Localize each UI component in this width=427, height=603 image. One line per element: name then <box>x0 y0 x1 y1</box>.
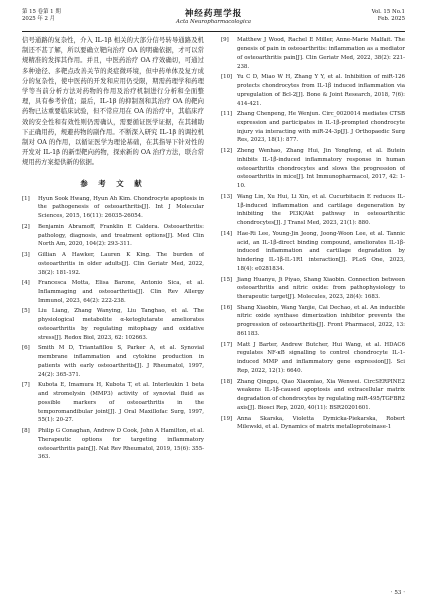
reference-text: Hae-Ri Lee, Young-Jin Jeong, Joong-Woon Lee, et al. Tannic acid, an IL-1β-direct binding compound, ameliorates IL-1β-induced inflammation and cartilage degradation by hindering IL-1β-IL-1R1 interaction[J]. PLoS One, 2023, 18(4): e0281834. <box>237 230 405 273</box>
reference-item <box>221 193 405 228</box>
page-header <box>22 9 405 32</box>
date-cn: 2025 年 2 月 <box>22 16 56 23</box>
reference-text: Zhang Qingpu, Qiao Xiaomiao, Xia Wenwei. CircSERPINE2 weakens IL-1β-caused apoptosis and extracellular matrix degradation of chondrocytes by regulating miR-495/TGFBR2 axis[J]. Biosci Rep, 2020, 40(11): BSR20201601. <box>237 378 405 412</box>
reference-text: Francesca Motta, Elisa Barone, Antonio Sica, et al. Inflammaging and osteoarthritis[J]. Clin Rev Allergy Immunol, 2023, 64(2): 222-238. <box>38 280 204 304</box>
reference-text: Kubota E, Imamura H, Kubota T, et al. Interleukin 1 beta and stromelysin (MMP3) activity of synovial fluid as possible markers of osteoarthritis in the temporomandibular joint[J]. J Oral Maxillofac Surg, 1997, 55(1): 20-27. <box>38 382 204 424</box>
reference-item <box>22 381 204 425</box>
reference-item <box>22 223 204 250</box>
reference-text: Gillian A Hawker, Lauren K King. The burden of osteoarthritis in older adults[J]. Clin Geriatr Med, 2022, 38(2): 181-192. <box>38 251 204 276</box>
reference-number: [7] <box>22 382 30 389</box>
reference-item <box>221 230 405 274</box>
reference-number: [3] <box>22 251 30 258</box>
reference-text: Anna Skarska, Violetta Dymicka-Piekarska, Robert Milewski, et al. Dynamics of matrix metalloproteinase-1 <box>237 415 405 431</box>
reference-number: [11] <box>221 110 233 117</box>
reference-text: Philip G Conaghan, Andrew D Cook, John A Hamilton, et al. Therapeutic options for targeting inflammatory osteoarthritis pain[J]. Nat Rev Rheumatol, 2019, 15(6): 355-363. <box>38 427 204 461</box>
header-center <box>22 9 405 27</box>
date-en: Feb. 2025 <box>377 16 405 23</box>
reference-number: [9] <box>221 37 229 43</box>
reference-text: Yu C D, Miao W H, Zhang Y Y, et al. Inhibition of miR-126 protects chondrocytes from IL-1β induced inflammation via upregulation of Bcl-2[J]. Bone & Joint Research, 2018, 7(6): 414-421. <box>237 73 405 107</box>
reference-number: [18] <box>221 378 233 385</box>
reference-text: Wang Lin, Xu Hui, Li Xin, et al. Cucurbitacin E reduces IL-1β-induced inflammation and cartilage degeneration by inhibiting the PI3K/Akt pathway in osteoarthritic chondrocytes[J]. J Transl Med, 2023, 21(1): 880. <box>237 193 405 227</box>
reference-item <box>221 341 405 376</box>
reference-item <box>22 307 204 342</box>
reference-number: [19] <box>221 415 233 422</box>
page-number: · 53 · <box>390 590 405 596</box>
reference-number: [17] <box>221 341 233 348</box>
reference-text: Zheng Wenhao, Zhang Hui, Jin Yongfeng, et al. Butein inhibits IL-1β-induced inflammatory response in human osteoarthritis chondrocytes and slows the progression of osteoarthritis in mice[J]. Int Immunopharmacol, 2017, 42: 1-10. <box>237 147 405 190</box>
reference-item <box>221 415 405 433</box>
journal-title-cn: 神经药理学报 <box>184 9 243 19</box>
reference-number: [8] <box>22 427 30 434</box>
reference-item <box>221 36 405 71</box>
reference-text: Matt J Barter, Andrew Butcher, Hui Wang, et al. HDAC6 regulates NF-κB signalling to control chondrocyte IL-1-induced MMP and inflammatory gene expression[J]. Sci Rep, 2022, 12(1): 6640. <box>237 341 405 375</box>
reference-item <box>22 251 204 278</box>
reference-text: Shang Xiaobin, Wang Yanjie, Cai Dechao, et al. An inducible nitric oxide synthase dimerization inhibitor prevents the progression of osteoarthritis[J]. Front Pharmacol, 2022, 13: 861183. <box>237 304 405 338</box>
header-right <box>372 9 405 23</box>
right-column <box>221 36 405 584</box>
reference-item <box>221 73 405 108</box>
volume-cn: 第 15 卷第 1 期 <box>22 9 61 15</box>
left-column <box>22 36 204 584</box>
reference-item <box>221 147 405 191</box>
body-paragraph: 信号通路的复杂性，介入 IL-1β 相关的大部分信号转导通路及机制还不甚了解，所以要确立靶向治疗 OA 的明确依据，才可以常规精准的发挥其作用。并且，中医药治疗 OA 疗效确切，可通过多种途径、多靶点改善关节的炎症微环境，但中药单体及复方成分的复杂性，使中医药的开发和应用仍受限，期需药理学和药理学等当前分析方法对药物的作用及治疗机制进行分析和全面整理，具有参考价值；最后，IL-1β 的抑制剂和其治疗 OA 的靶向药物已达重要临床试验，但不常应用在 OA 的治疗中，其临床疗效的安全性和有效性则仍需确认，需要循证医学证据，在其辅助下正确用药，规避药物的副作用。不断深入研究 IL-1β 的调控机制对 OA 的作用，以循证医学为理论基础，在其指导下针对性的开发对 IL-1β 的新型靶向药物，探索新的 OA 治疗方法，联合常规用药方案提供新的依据。 <box>22 37 204 167</box>
references-heading: 参 考 文 献 <box>80 178 146 188</box>
reference-list-left <box>22 195 204 463</box>
reference-text: Smith M D, Triantafillou S, Parker A, et al. Synovial membrane inflammation and cytokine production in patients with early osteoarthritis[J]. J Rheumatol, 1997, 24(2): 365-371. <box>38 345 204 378</box>
reference-item <box>221 110 405 145</box>
reference-number: [14] <box>221 230 233 237</box>
reference-text: Zhang Chenpeng, He Wenjun. Circ_0020014 mediates CTSB expression and participates in IL-1β-prompted chondrocyte injury via interacting with miR-24-3p[J]. J Orthopaedic Surg Res, 2023, 18(1): 877. <box>237 110 405 144</box>
reference-number: [15] <box>221 276 233 283</box>
reference-number: [6] <box>22 345 30 352</box>
journal-title-en: Acta Neuropharmacologica <box>176 19 251 25</box>
reference-list-right <box>221 36 405 432</box>
reference-number: [4] <box>22 280 30 287</box>
reference-text: Matthew J Wood, Rachel E Miller, Anne-Marie Malfait. The genesis of pain in osteoarthritis: inflammation as a mediator of osteoarthritis pain[J]. Clin Geriatr Med, 2022, 38(2): 221-238. <box>237 37 405 70</box>
reference-number: [10] <box>221 73 233 80</box>
volume-en: Vol. 15 No.1 <box>371 9 405 15</box>
reference-number: [16] <box>221 304 233 311</box>
reference-item <box>221 276 405 303</box>
reference-number: [2] <box>22 223 30 230</box>
reference-item <box>22 279 204 306</box>
reference-text: Hyun Sook Hwang, Hyun Ah Kim. Chondrocyte apoptosis in the pathogenesis of osteoarthritis[J]. Int J Molecular Sciences, 2015, 16(11): 26035-26054. <box>38 195 204 220</box>
reference-item <box>22 344 204 379</box>
reference-number: [13] <box>221 193 233 200</box>
reference-item <box>221 304 405 339</box>
reference-number: [5] <box>22 308 30 315</box>
reference-text: Jiang Huanyu, Ji Piyao, Shang Xiaobin. Connection between osteoarthritis and nitric oxide: from pathophysiology to therapeutic target[J]. Molecules, 2023, 28(4): 1683. <box>237 276 405 301</box>
reference-number: [12] <box>221 147 233 154</box>
reference-text: Liu Liang, Zhang Wanying, Liu Tanghao, et al. The physiological metabolite α-ketoglutarate ameliorates osteoarthritis by regulating mitophagy and oxidative stress[J]. Redox Biol, 2023, 62: 102663. <box>38 308 204 341</box>
reference-item <box>22 427 204 462</box>
reference-text: Benjamin Abramoff, Franklin E Caldera. Osteoarthritis: pathology, diagnosis, and treatment options[J]. Med Clin North Am, 2020, 104(2): 293-311. <box>38 223 204 248</box>
reference-item <box>221 378 405 413</box>
reference-number: [1] <box>22 195 30 202</box>
reference-item <box>22 195 204 222</box>
